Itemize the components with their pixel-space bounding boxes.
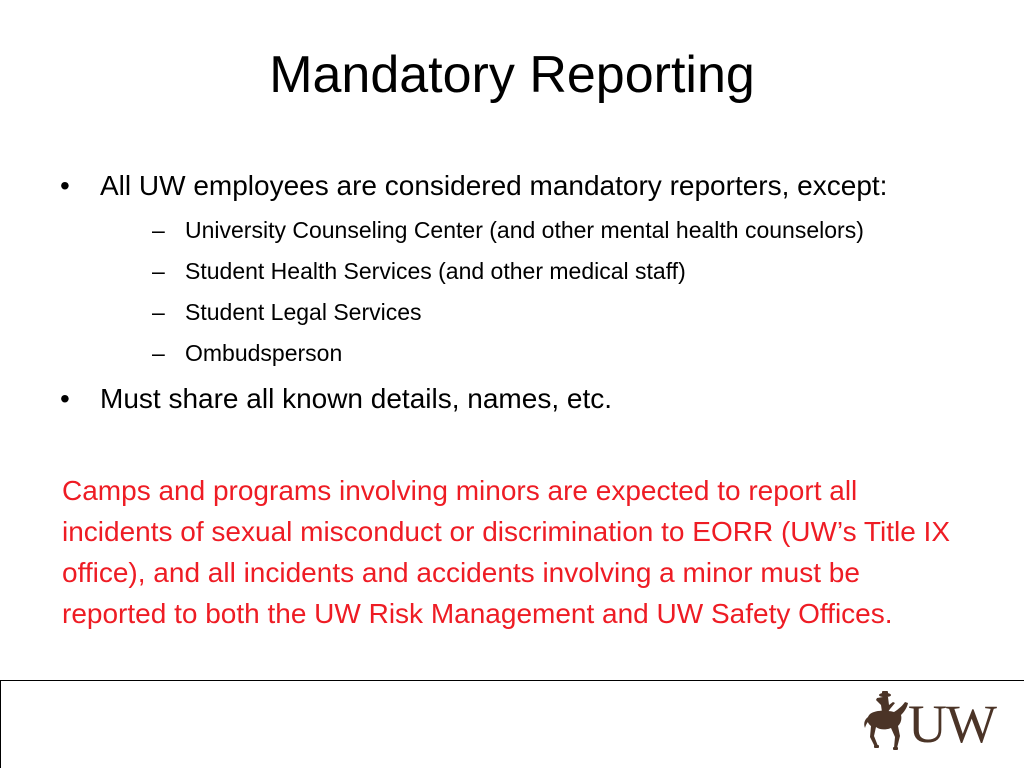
sub-bullet-item	[100, 292, 960, 333]
dash-marker: –	[152, 299, 165, 325]
dash-marker: –	[152, 258, 165, 284]
sub-bullet-text: Ombudsperson	[185, 340, 343, 366]
bullet-text: Must share all known details, names, etc.	[100, 383, 613, 414]
sub-bullet-item	[100, 210, 960, 251]
bullet-text: All UW employees are considered mandatory reporters, except:	[100, 170, 888, 201]
footer-edge-line	[0, 681, 1, 768]
sub-bullet-text: Student Legal Services	[185, 299, 422, 325]
bullet-marker: •	[60, 383, 70, 414]
bullet-list	[60, 165, 960, 419]
logo-wordmark: UW	[908, 694, 996, 754]
dash-marker: –	[152, 340, 165, 366]
sub-bullet-list	[100, 210, 960, 374]
dash-marker: –	[152, 217, 165, 243]
sub-bullet-text: University Counseling Center (and other mental health counselors)	[185, 217, 864, 243]
bullet-item	[60, 378, 960, 419]
slide-title: Mandatory Reporting	[269, 46, 755, 104]
sub-bullet-item	[100, 333, 960, 374]
red-note-paragraph: Camps and programs involving minors are expected to report all incidents of sexual misconduct or discrimination to EORR (UW’s Title IX office), and all incidents and accidents involving a minor must be reported to both the UW Risk Management and UW Safety Offices.	[62, 475, 951, 629]
bullet-marker: •	[60, 170, 70, 201]
footer-divider	[0, 680, 1024, 681]
sub-bullet-item	[100, 251, 960, 292]
bullet-item	[60, 165, 960, 374]
sub-bullet-text: Student Health Services (and other medical staff)	[185, 258, 686, 284]
